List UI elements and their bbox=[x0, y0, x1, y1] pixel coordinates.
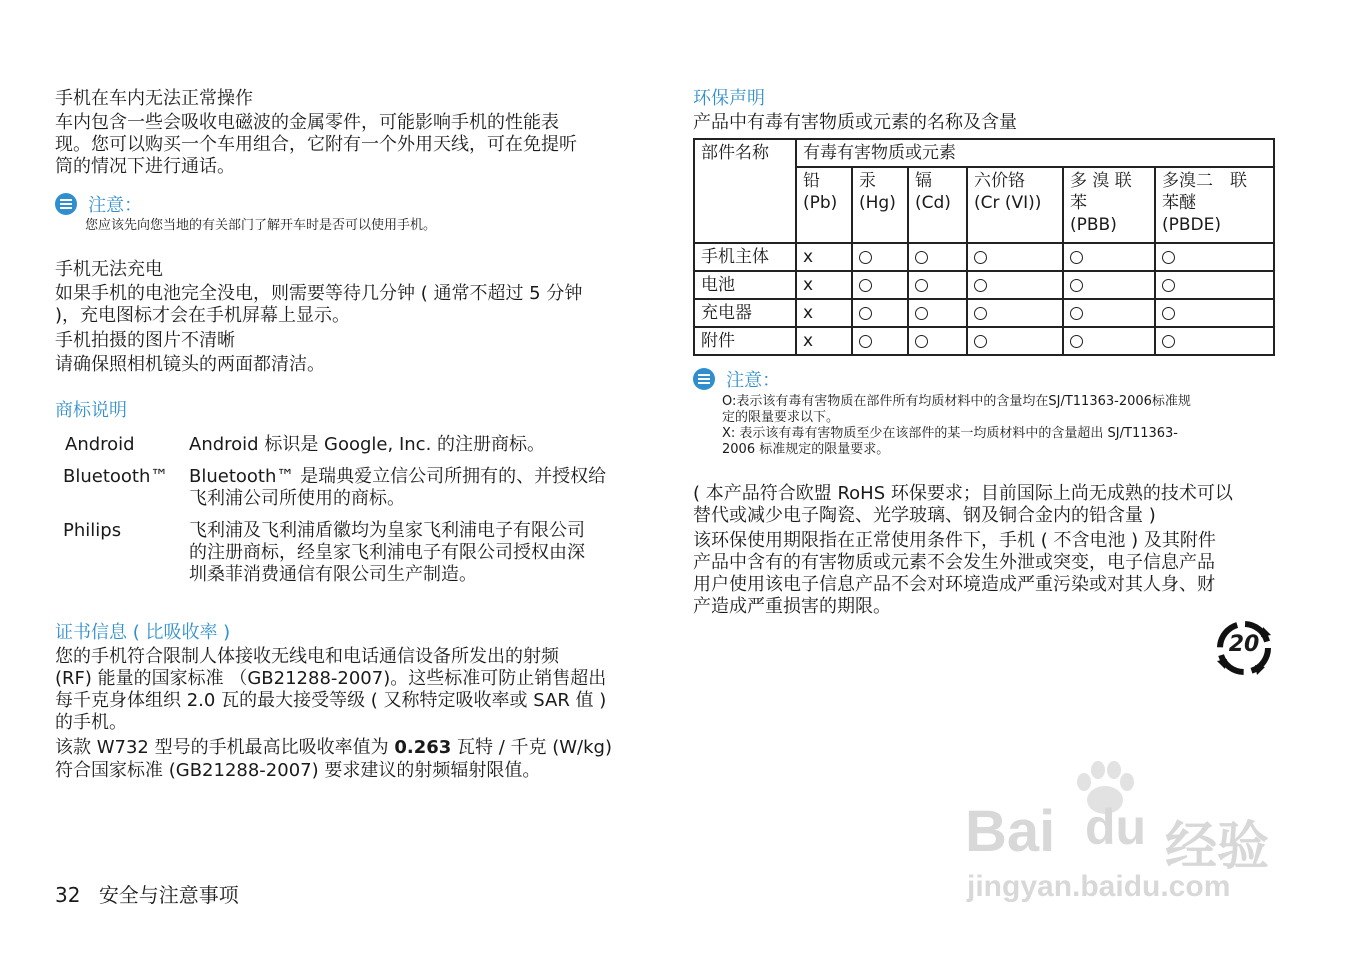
note-icon bbox=[693, 368, 715, 390]
car-body-line: 现。您可以购买一个车用组合，它附有一个外用天线，可在免提听 bbox=[55, 134, 577, 155]
sar-line-2: 符合国家标准 (GB21288-2007) 要求建议的射频辐射限值。 bbox=[55, 760, 541, 781]
note-block bbox=[55, 191, 142, 217]
charge-title: 手机无法充电 bbox=[55, 259, 163, 280]
trademark-desc: Android 标识是 Google, Inc. 的注册商标。 bbox=[189, 434, 546, 455]
trademark-name: Android bbox=[65, 434, 135, 455]
trademark-name: Bluetooth™ bbox=[63, 466, 169, 487]
env-heading: 环保声明 bbox=[693, 88, 765, 109]
note-o-line: O:表示该有毒有害物质在部件所有均质材料中的含量均在SJ/T11363-2006标准规 bbox=[722, 394, 1191, 409]
page-number: 32 bbox=[55, 883, 81, 907]
rohs-line: ( 本产品符合欧盟 RoHS 环保要求；目前国际上尚无成熟的技术可以 bbox=[693, 483, 1233, 504]
note-icon bbox=[55, 193, 77, 215]
table-row bbox=[694, 271, 1274, 299]
sar-unit: 瓦特 / 千克 (W/kg) bbox=[451, 737, 612, 758]
cert-body-line: (RF) 能量的国家标准 （GB21288-2007)。这些标准可防止销售超出 bbox=[55, 668, 607, 689]
cell-o bbox=[908, 271, 967, 299]
sar-text: 该款 W732 型号的手机最高比吸收率值为 bbox=[55, 737, 395, 758]
cert-body-line: 您的手机符合限制人体接收无线电和电话通信设备所发出的射频 bbox=[55, 646, 559, 667]
cell-o bbox=[1063, 243, 1155, 271]
period-line: 用户使用该电子信息产品不会对环境造成严重污染或对其人身、财 bbox=[693, 574, 1215, 595]
trademark-desc: 的注册商标，经皇家飞利浦电子有限公司授权由深 bbox=[189, 542, 585, 563]
note-x-line: 2006 标准规定的限量要求。 bbox=[722, 442, 890, 457]
row-part: 电池 bbox=[694, 271, 796, 299]
trademark-list bbox=[65, 434, 645, 586]
photo-body: 请确保照相机镜头的两面都清洁。 bbox=[55, 354, 325, 375]
charge-body-line: )，充电图标才会在手机屏幕上显示。 bbox=[55, 305, 351, 326]
note-label: 注意： bbox=[88, 195, 143, 216]
circle-icon bbox=[859, 335, 872, 348]
watermark-url: jingyan.baidu.com bbox=[967, 870, 1231, 903]
note-text: 您应该先向您当地的有关部门了解开车时是否可以使用手机。 bbox=[85, 218, 437, 233]
period-line: 产品中含有的有害物质或元素不会发生外泄或突变，电子信息产品 bbox=[693, 552, 1215, 573]
cell-o bbox=[1155, 327, 1274, 355]
photo-title: 手机拍摄的图片不清晰 bbox=[55, 330, 235, 351]
header-pbb: 多 溴 联 苯 (PBB) bbox=[1063, 167, 1155, 243]
circle-icon bbox=[1162, 307, 1175, 320]
trademark-desc: 圳桑菲消费通信有限公司生产制造。 bbox=[189, 564, 477, 585]
circle-icon bbox=[859, 307, 872, 320]
env-subtitle: 产品中有毒有害物质或元素的名称及含量 bbox=[693, 112, 1017, 133]
cell-o bbox=[1063, 299, 1155, 327]
cell-o bbox=[967, 271, 1063, 299]
row-part: 充电器 bbox=[694, 299, 796, 327]
cell-o bbox=[852, 327, 908, 355]
trademark-item bbox=[65, 520, 645, 586]
table-row bbox=[694, 299, 1274, 327]
circle-icon bbox=[1070, 307, 1083, 320]
circle-icon bbox=[859, 251, 872, 264]
circle-icon bbox=[1070, 279, 1083, 292]
circle-icon bbox=[915, 335, 928, 348]
car-title: 手机在车内无法正常操作 bbox=[55, 88, 253, 109]
header-group: 有毒有害物质或元素 bbox=[796, 139, 1274, 167]
trademark-heading: 商标说明 bbox=[55, 400, 127, 421]
circle-icon bbox=[974, 335, 987, 348]
trademark-item bbox=[65, 434, 645, 466]
period-line: 该环保使用期限指在正常使用条件下，手机 ( 不含电池 ) 及其附件 bbox=[693, 530, 1216, 551]
trademark-item bbox=[65, 466, 645, 520]
header-cr: 六价铬 (Cr (VI)) bbox=[967, 167, 1063, 243]
cert-heading: 证书信息 ( 比吸收率 ) bbox=[55, 622, 231, 643]
header-hg: 汞 (Hg) bbox=[852, 167, 908, 243]
car-body-line: 筒的情况下进行通话。 bbox=[55, 156, 235, 177]
charge-body-line: 如果手机的电池完全没电，则需要等待几分钟 ( 通常不超过 5 分钟 bbox=[55, 283, 583, 304]
circle-icon bbox=[1162, 251, 1175, 264]
cert-body-line: 的手机。 bbox=[55, 712, 127, 733]
note-x-line: X: 表示该有毒有害物质至少在该部件的某一均质材料中的含量超出 SJ/T11363- bbox=[722, 426, 1179, 441]
watermark-cn: 经验 bbox=[1165, 817, 1270, 877]
table-row bbox=[694, 327, 1274, 355]
circle-icon bbox=[974, 307, 987, 320]
sar-line bbox=[55, 737, 612, 759]
trademark-desc: Bluetooth™ 是瑞典爱立信公司所拥有的、并授权给 bbox=[189, 466, 607, 487]
table-note-block bbox=[693, 366, 780, 392]
circle-icon bbox=[915, 279, 928, 292]
circle-icon bbox=[974, 279, 987, 292]
circle-icon bbox=[915, 251, 928, 264]
cell-o bbox=[852, 299, 908, 327]
circle-icon bbox=[1070, 335, 1083, 348]
circle-icon bbox=[1162, 335, 1175, 348]
footer-title: 安全与注意事项 bbox=[98, 883, 239, 907]
watermark-brand: Bai bbox=[965, 799, 1056, 864]
period-line: 产造成严重损害的期限。 bbox=[693, 596, 891, 617]
cell-o bbox=[908, 243, 967, 271]
cell-o bbox=[1155, 271, 1274, 299]
trademark-name: Philips bbox=[63, 520, 122, 541]
table-row bbox=[694, 243, 1274, 271]
car-body-line: 车内包含一些会吸收电磁波的金属零件，可能影响手机的性能表 bbox=[55, 112, 559, 133]
rohs-line: 替代或减少电子陶瓷、光学玻璃、钢及铜合金内的铅含量 ) bbox=[693, 505, 1156, 526]
cell-o bbox=[852, 271, 908, 299]
cell-o bbox=[908, 299, 967, 327]
cell-o bbox=[1063, 271, 1155, 299]
header-part: 部件名称 bbox=[694, 139, 796, 243]
watermark-brand-2: du bbox=[1085, 799, 1147, 855]
circle-icon bbox=[1070, 251, 1083, 264]
cell-pb: x bbox=[796, 299, 852, 327]
cell-o bbox=[852, 243, 908, 271]
circle-icon bbox=[915, 307, 928, 320]
efup-logo bbox=[1213, 617, 1275, 679]
circle-icon bbox=[1162, 279, 1175, 292]
circle-icon bbox=[859, 279, 872, 292]
cell-o bbox=[967, 299, 1063, 327]
note-o-line: 定的限量要求以下。 bbox=[722, 410, 840, 425]
cell-o bbox=[1155, 243, 1274, 271]
watermark bbox=[965, 760, 1295, 920]
trademark-desc: 飞利浦公司所使用的商标。 bbox=[189, 488, 405, 509]
cell-o bbox=[967, 327, 1063, 355]
row-part: 附件 bbox=[694, 327, 796, 355]
cell-o bbox=[1155, 299, 1274, 327]
cert-body-line: 每千克身体组织 2.0 瓦的最大接受等级 ( 又称特定吸收率或 SAR 值 ) bbox=[55, 690, 607, 711]
sar-value: 0.263 bbox=[394, 737, 452, 758]
circle-icon bbox=[974, 251, 987, 264]
hazard-table bbox=[693, 138, 1275, 356]
cell-o bbox=[967, 243, 1063, 271]
cell-o bbox=[908, 327, 967, 355]
header-cd: 镉 (Cd) bbox=[908, 167, 967, 243]
cell-pb: x bbox=[796, 243, 852, 271]
header-pb: 铅 (Pb) bbox=[796, 167, 852, 243]
table-header-row bbox=[694, 139, 1274, 167]
page-footer bbox=[55, 879, 239, 908]
trademark-desc: 飞利浦及飞利浦盾徽均为皇家飞利浦电子有限公司 bbox=[189, 520, 585, 541]
note-label: 注意： bbox=[726, 370, 781, 391]
cell-o bbox=[1063, 327, 1155, 355]
cell-pb: x bbox=[796, 271, 852, 299]
row-part: 手机主体 bbox=[694, 243, 796, 271]
cell-pb: x bbox=[796, 327, 852, 355]
header-pbde: 多溴二 联 苯醚 (PBDE) bbox=[1155, 167, 1274, 243]
efup-number: 20 bbox=[1228, 632, 1260, 657]
